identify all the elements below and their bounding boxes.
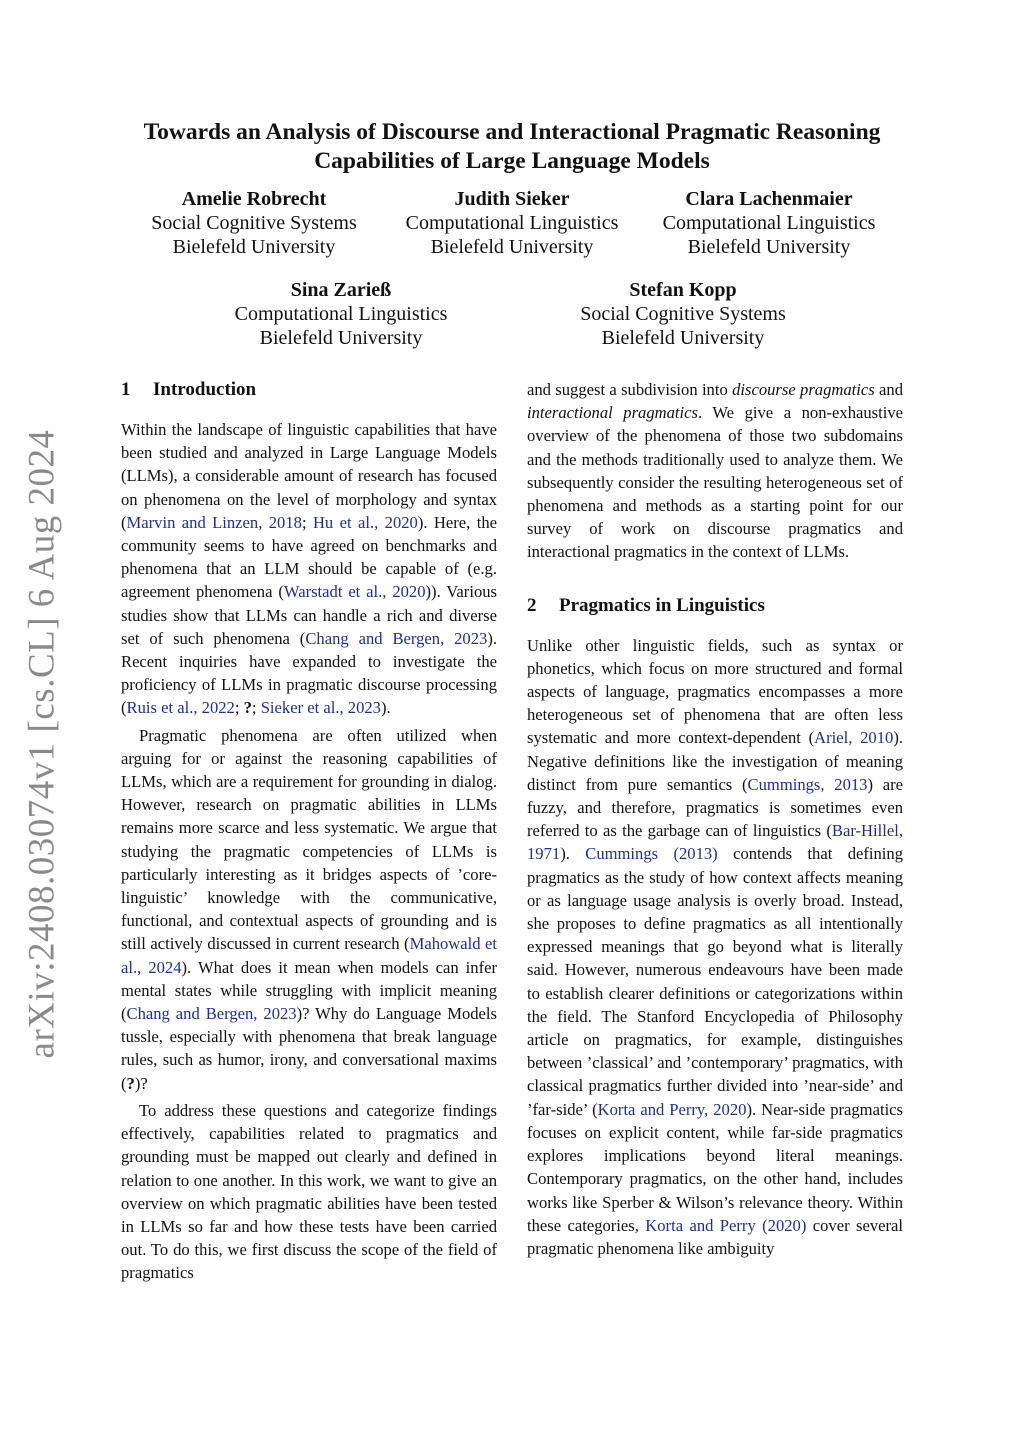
text-run: and suggest a subdivision into <box>527 380 733 399</box>
citation-link[interactable]: Korta and Perry (2020) <box>645 1215 807 1235</box>
author-dept: Social Cognitive Systems <box>580 303 786 325</box>
text-run: . We give a non-exhaustive overview of the phenomena of those two subdomains and the methods traditionally used to analyze them. We subsequently consider the resulting heterogeneous set of phenomena and methods as a starting point for our survey of work on discourse pragmatics and interactional pragmatics in the context of LLMs. <box>527 403 904 562</box>
emphasis: discourse pragmatics <box>732 380 875 399</box>
citation-link[interactable]: Marvin and Linzen, 2018 <box>126 512 302 532</box>
citation-link[interactable]: Chang and Bergen, 2023 <box>126 1004 297 1024</box>
author-dept: Computational Linguistics <box>405 212 619 234</box>
section-heading-pragmatics <box>527 594 903 618</box>
author-univ: Bielefeld University <box>259 327 423 349</box>
author-block <box>619 187 919 259</box>
author-name: Sina Zarieß <box>290 279 392 301</box>
text-run: ; <box>251 698 261 718</box>
author-name: Stefan Kopp <box>629 279 737 301</box>
right-column <box>527 378 903 1260</box>
author-block <box>362 187 662 259</box>
author-univ: Bielefeld University <box>687 236 851 258</box>
author-block <box>533 278 833 350</box>
text-run: ; <box>301 512 313 532</box>
arxiv-identifier: arXiv:2408.03074v1 [cs.CL] 6 Aug 2024 <box>21 429 63 1059</box>
text-run: Unlike other linguistic fields, such as syntax or phonetics, which focus on more structured and formal aspects of language, pragmatics encompasses a more heterogeneous set of phenomena that are often less systematic and more context-dependent ( <box>527 635 903 748</box>
author-block <box>104 187 404 259</box>
paragraph <box>121 418 497 720</box>
citation-link[interactable]: Sieker et al., 2023 <box>260 698 381 718</box>
citation-link[interactable]: Cummings (2013) <box>585 844 718 864</box>
author-univ: Bielefeld University <box>601 327 765 349</box>
text-run: )? <box>134 1073 148 1093</box>
author-name: Judith Sieker <box>454 188 570 210</box>
section-heading-introduction <box>121 378 497 402</box>
section-title: Introduction <box>153 379 257 400</box>
text-run: ) are fuzzy, and therefore, pragmatics is sometimes even referred to as the garbage can of linguistics ( <box>527 774 903 841</box>
paper-title: Towards an Analysis of Discourse and Interactional Pragmatic Reasoning Capabilities of Large Language Models <box>143 119 881 174</box>
section-title: Pragmatics in Linguistics <box>559 594 765 616</box>
author-name: Clara Lachenmaier <box>685 188 853 210</box>
author-dept: Computational Linguistics <box>234 303 448 325</box>
paragraph <box>527 634 903 1260</box>
missing-citation: ? <box>243 698 252 718</box>
author-univ: Bielefeld University <box>430 236 594 258</box>
text-run: )? Why do Language Models tussle, especially with phenomena that break language rules, such as humor, irony, and conversational maxims ( <box>121 1004 497 1093</box>
text-run: )). Various studies show that LLMs can handle a rich and diverse set of such phenomena ( <box>121 582 497 648</box>
text-run: ). Recent inquiries have expanded to investigate the proficiency of LLMs in pragmatic discourse processing ( <box>121 628 498 718</box>
citation-link[interactable]: Bar-Hillel, 1971 <box>527 821 903 864</box>
section-number: 1 <box>121 379 131 400</box>
citation-link[interactable]: Warstadt et al., 2020 <box>283 582 426 602</box>
text-run: Within the landscape of linguistic capabilities that have been studied and analyzed in Large Language Models (LLMs), a considerable amount of research has focused on phenomena on the level of morphology and syntax ( <box>121 420 497 532</box>
text-run: contends that defining pragmatics as the study of how context affects meaning or as language usage analysis is overly broad. Instead, she proposes to define pragmatics as all intentionally expressed meanings that go beyond what is literally said. However, numerous endeavours have been made to establish clearer definitions or categorizations within the field. The Stanford Encyclopedia of Philosophy article on pragmatics, for example, distinguishes between ’classical’ and ’contemporary’ pragmatics, with classical pragmatics further divided into ’near-side’ and ’far-side’ ( <box>527 844 904 1119</box>
text-run: ). <box>560 844 586 864</box>
citation-link[interactable]: Mahowald et al., 2024 <box>121 934 497 977</box>
missing-citation: ? <box>126 1073 135 1093</box>
paragraph: To address these questions and categorize findings effectively, capabilities related to pragmatics and grounding must be mapped out clearly and defined in relation to one another. In this work, we want to give an overview on which pragmatic abilities have been tested in LLMs so far and how these tests have been carried out. To do this, we first discuss the scope of the field of pragmatics <box>121 1100 497 1283</box>
text-run: ). Here, the community seems to have agreed on benchmarks and phenomena that an LLM should be capable of (e.g. agreement phenomena ( <box>121 512 497 602</box>
author-block <box>191 278 491 350</box>
left-column <box>121 378 497 1285</box>
citation-link[interactable]: Chang and Bergen, 2023 <box>305 628 488 648</box>
text-run: ). Near-side pragmatics focuses on explicit content, while far-side pragmatics explores implications beyond literal meanings. Contemporary pragmatics, on the other hand, includes works like Sperber & Wilson’s relevance theory. Within these categories, <box>527 1099 903 1235</box>
emphasis: interactional pragmatics <box>527 403 698 423</box>
paragraph <box>121 724 497 1095</box>
text-run: cover several pragmatic phenomena like ambiguity <box>527 1215 903 1258</box>
section-number: 2 <box>527 594 537 616</box>
citation-link[interactable]: Korta and Perry, 2020 <box>597 1099 747 1119</box>
text-run: ). <box>380 698 391 718</box>
paragraph <box>527 378 903 564</box>
text-run: ; <box>234 698 244 718</box>
citation-link[interactable]: Cummings, 2013 <box>747 774 868 794</box>
text-run: and <box>874 380 903 399</box>
text-run: Pragmatic phenomena are often utilized when arguing for or against the reasoning capabilities of LLMs, which are a requirement for grounding in dialog. However, research on pragmatic abilities in LLMs remains more scarce and less systematic. We argue that studying the pragmatic competencies of LLMs is particularly interesting as it bridges aspects of ’core-linguistic’ knowledge with the communicative, functional, and contextual aspects of grounding and is still actively discussed in current research ( <box>121 725 497 954</box>
text-run: ). What does it mean when models can infer mental states while struggling with implicit meaning ( <box>121 957 498 1024</box>
author-dept: Social Cognitive Systems <box>151 212 357 234</box>
author-dept: Computational Linguistics <box>662 212 876 234</box>
citation-link[interactable]: Hu et al., 2020 <box>312 512 418 532</box>
author-name: Amelie Robrecht <box>181 188 327 210</box>
citation-link[interactable]: Ariel, 2010 <box>814 728 894 748</box>
author-univ: Bielefeld University <box>172 236 336 258</box>
text-run: ). Negative definitions like the investigation of meaning distinct from pure semantics ( <box>527 728 903 794</box>
citation-link[interactable]: Ruis et al., 2022 <box>126 698 235 718</box>
